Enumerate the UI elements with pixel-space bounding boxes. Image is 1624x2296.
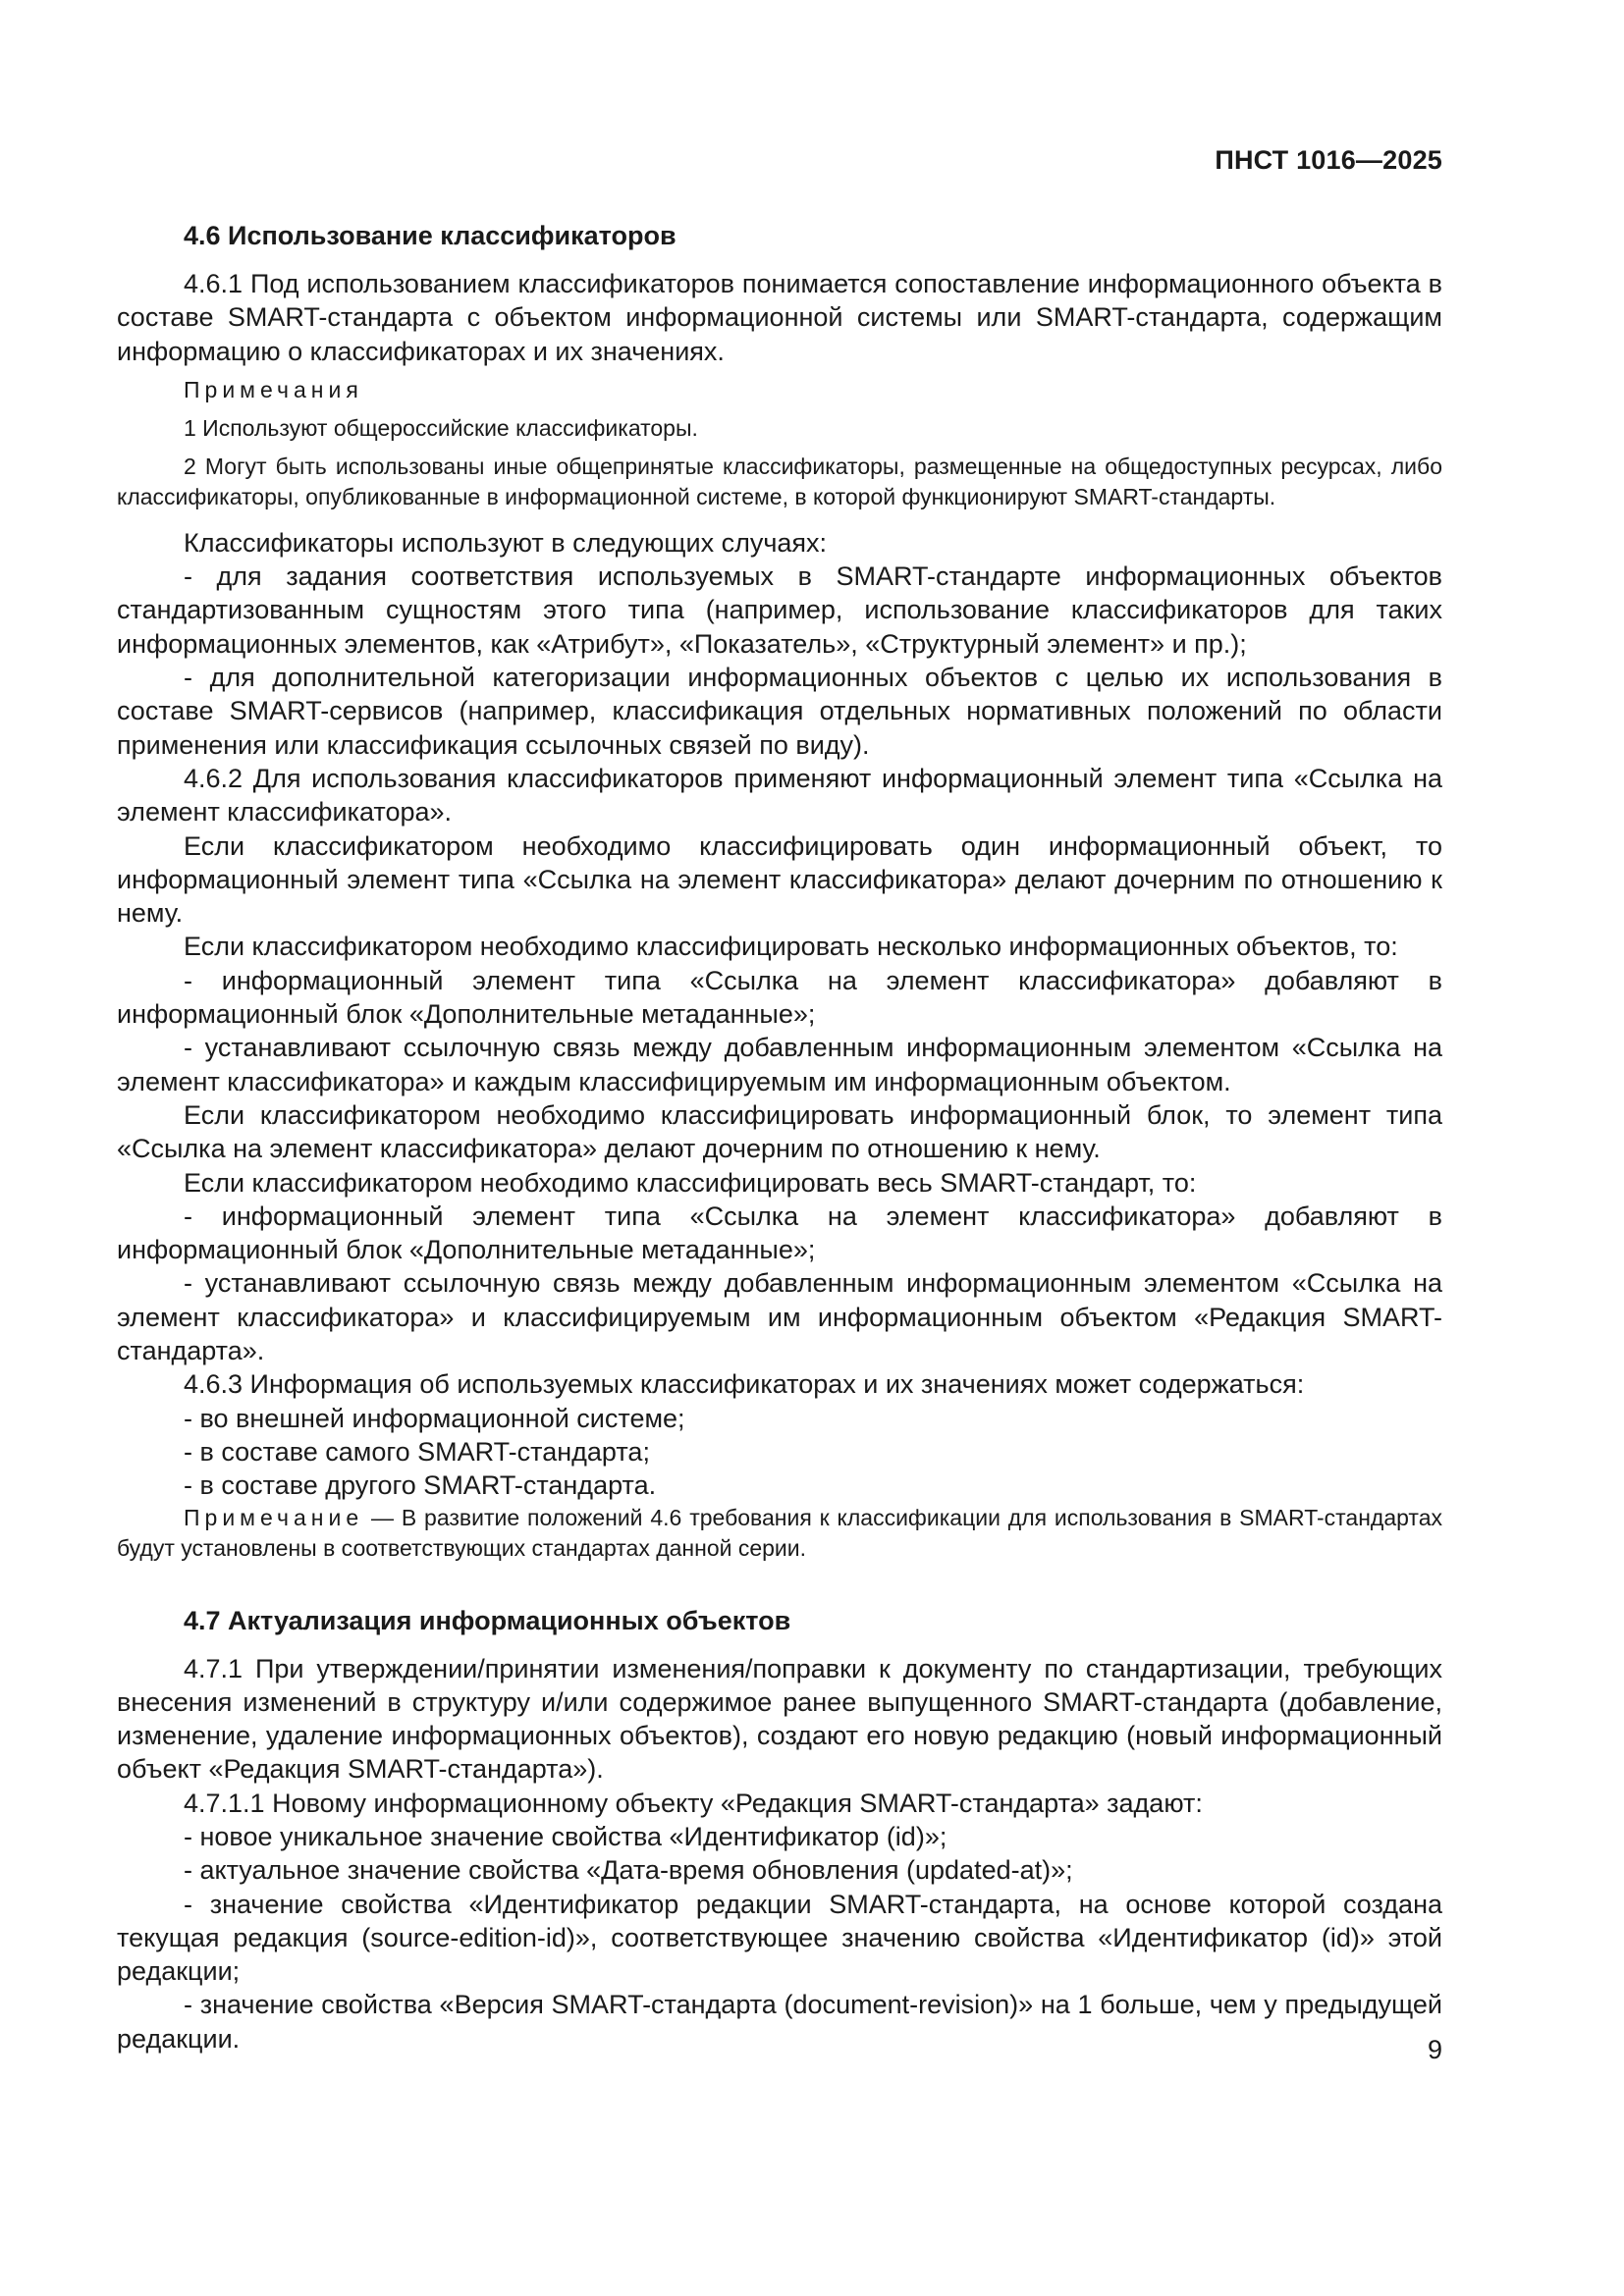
page-number: 9 — [1427, 2035, 1442, 2064]
note-1: 1 Используют общероссийские классификаторы. — [184, 414, 698, 441]
paragraph-several-objects: Если классификатором необходимо классифицировать несколько информационных объектов, то: — [184, 932, 1398, 962]
case-item-1: - для задания соответствия используемых в SMART-стандарте информационных объектов стандартизованным сущностям этого типа (например, использование классификаторов для таких информационных элементов, как «Атрибут», «Показатель», «Структурный элемент» и пр.); — [117, 561, 1442, 659]
final-note-text: — В развитие положений 4.6 требования к классификации для использования в SMART-стандартах будут установлены в соответствующих стандартах данной серии. — [117, 1504, 1442, 1561]
several-item-1: - информационный элемент типа «Ссылка на элемент классификатора» добавляют в информационный блок «Дополнительные метаданные»; — [117, 965, 1442, 1030]
location-item-2: - в составе самого SMART-стандарта; — [184, 1436, 650, 1467]
paragraph-4-7-1-1: 4.7.1.1 Новому информационному объекту «Редакция SMART-стандарта» задают: — [184, 1788, 1203, 1818]
edition-item-1: - новое уникальное значение свойства «Идентификатор (id)»; — [184, 1821, 947, 1851]
section-4-7-heading: 4.7 Актуализация информационных объектов — [184, 1605, 791, 1635]
cases-intro: Классификаторы используют в следующих случаях: — [184, 527, 828, 558]
notes-label: Примечания — [184, 376, 363, 402]
edition-item-3: - значение свойства «Идентификатор редакции SMART-стандарта, на основе которой создана текущая редакция (source-edition-id)», соответствующее значению свойства «Идентификатор (id)» этой редакции; — [117, 1889, 1442, 1987]
section-4-6-heading: 4.6 Использование классификаторов — [184, 221, 677, 250]
location-item-1: - во внешней информационной системе; — [184, 1403, 685, 1433]
paragraph-4-6-3: 4.6.3 Информация об используемых классификаторах и их значениях может содержаться: — [184, 1369, 1305, 1400]
final-note-label: Примечание — [184, 1504, 364, 1530]
location-item-3: - в составе другого SMART-стандарта. — [184, 1470, 657, 1501]
paragraph-whole-standard: Если классификатором необходимо классифицировать весь SMART-стандарт, то: — [184, 1167, 1197, 1198]
paragraph-single-object: Если классификатором необходимо классифицировать один информационный объект, то информационный элемент типа «Ссылка на элемент классификатора» делают дочерним по отношению к нему. — [117, 830, 1442, 929]
final-note — [117, 1503, 1442, 1564]
paragraph-4-7-1: 4.7.1 При утверждении/принятии изменения/поправки к документу по стандартизации, требующих внесения изменений в структуру и/или содержимое ранее выпущенного SMART-стандарта (добавление, изменение, удаление информационных объектов), создают его новую редакцию (новый информационный объект «Редакция SMART-стандарта»). — [117, 1653, 1442, 1785]
page-content — [117, 218, 1442, 2056]
paragraph-block: Если классификатором необходимо классифицировать информационный блок, то элемент типа «Ссылка на элемент классификатора» делают дочерним по отношению к нему. — [117, 1099, 1442, 1164]
whole-item-1: - информационный элемент типа «Ссылка на элемент классификатора» добавляют в информационный блок «Дополнительные метаданные»; — [117, 1201, 1442, 1265]
edition-item-2: - актуальное значение свойства «Дата-время обновления (updated-at)»; — [184, 1855, 1073, 1886]
edition-item-4: - значение свойства «Версия SMART-стандарта (document-revision)» на 1 больше, чем у предыдущей редакции. — [117, 1990, 1442, 2054]
paragraph-4-6-1: 4.6.1 Под использованием классификаторов понимается сопоставление информационного объекта в составе SMART-стандарта с объектом информационной системы или SMART-стандарта, содержащим информацию о классификаторах и их значениях. — [117, 269, 1442, 366]
document-code: ПНСТ 1016—2025 — [1215, 145, 1442, 175]
paragraph-4-6-2: 4.6.2 Для использования классификаторов применяют информационный элемент типа «Ссылка на элемент классификатора». — [117, 763, 1442, 828]
several-item-2: - устанавливают ссылочную связь между добавленным информационным элементом «Ссылка на элемент классификатора» и каждым классифицируемым им информационным объектом. — [117, 1033, 1442, 1096]
case-item-2: - для дополнительной категоризации информационных объектов с целью их использования в составе SMART-сервисов (например, классификация отдельных нормативных положений по области применения или классификация ссылочных связей по виду). — [117, 663, 1442, 760]
note-2: 2 Могут быть использованы иные общепринятые классификаторы, размещенные на общедоступных ресурсах, либо классификаторы, опубликованные в информационной системе, в которой функционируют SMART-стандарты. — [117, 453, 1442, 509]
whole-item-2: - устанавливают ссылочную связь между добавленным информационным элементом «Ссылка на элемент классификатора» и классифицируемым им информационным объектом «Редакция SMART-стандарта». — [117, 1268, 1442, 1366]
